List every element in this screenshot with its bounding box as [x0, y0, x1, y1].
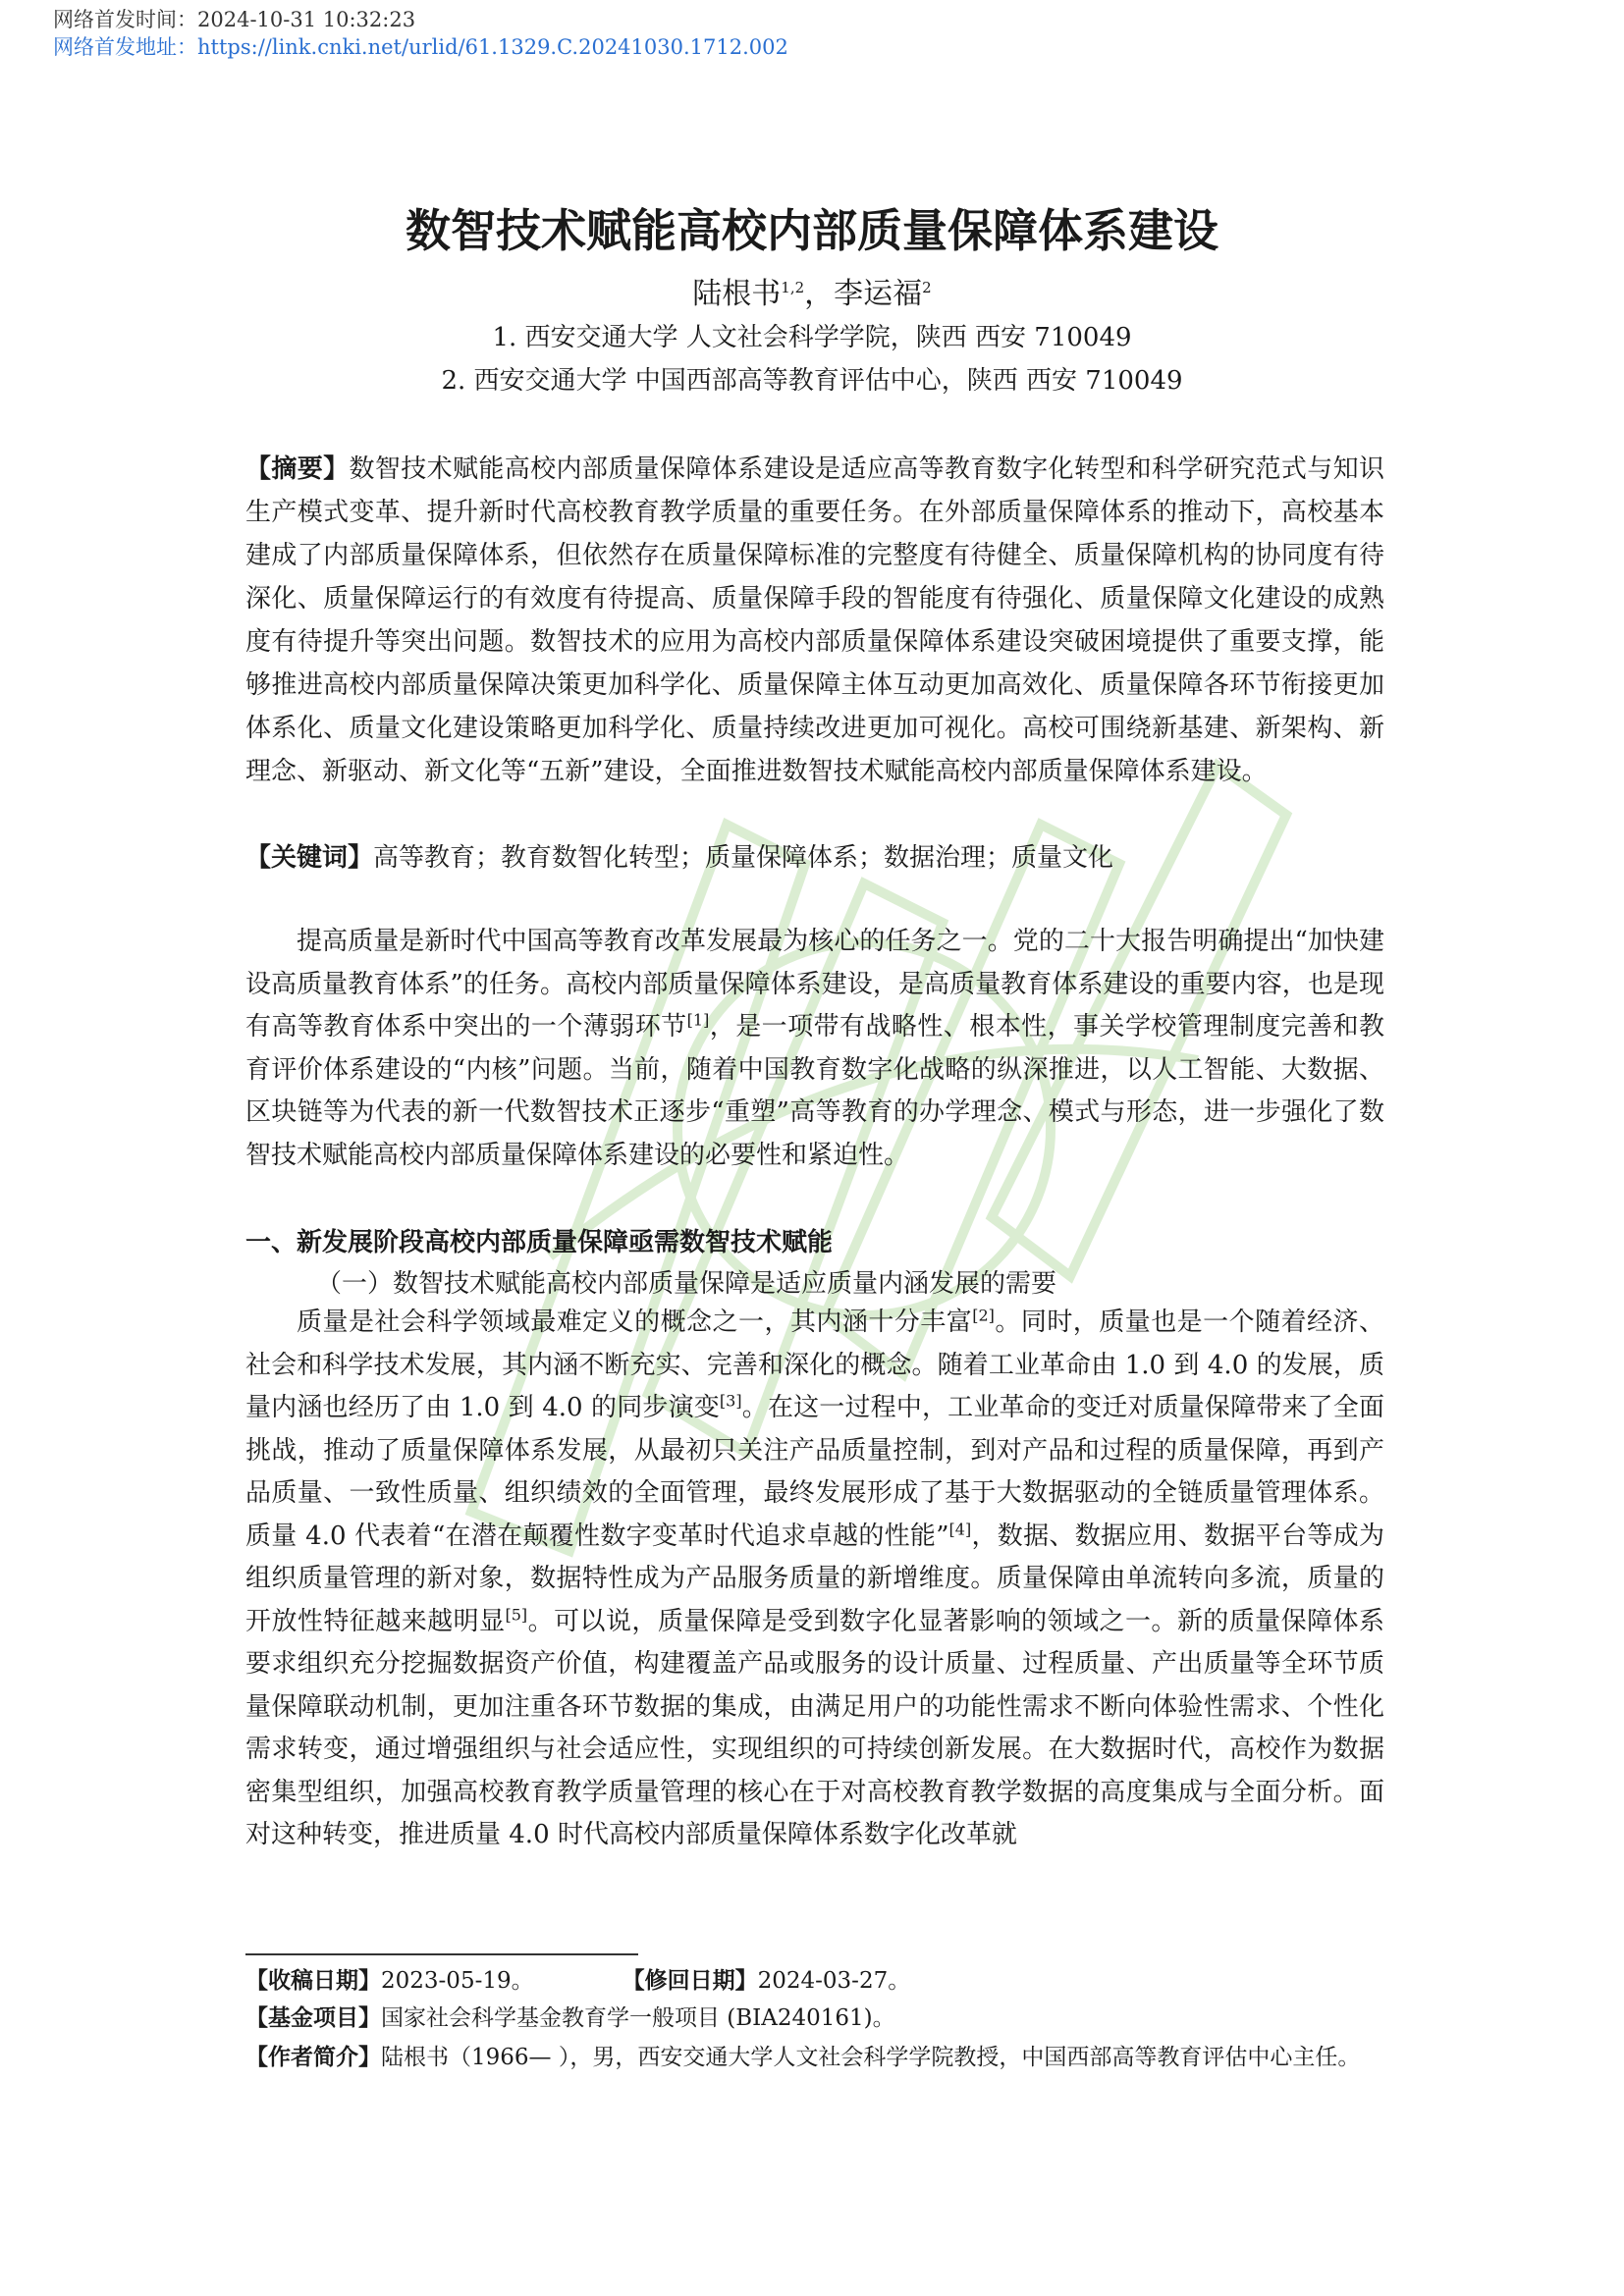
- keywords-text: 高等教育；教育数智化转型；质量保障体系；数据治理；质量文化: [373, 843, 1114, 873]
- citation-ref[interactable]: [4]: [948, 1519, 972, 1538]
- fund-value: 国家社会科学基金教育学一般项目 (BIA240161)。: [381, 2005, 895, 2031]
- citation-ref[interactable]: [2]: [972, 1306, 995, 1325]
- paragraph-text: ，数据、数据应用、数据平台等成为组织质量管理的新对象，数据特性成为产品服务质量的新增维度。质量保障由单流转向多流，质量的开放性特征越来越明显: [245, 1521, 1384, 1636]
- citation-ref[interactable]: [3]: [719, 1391, 742, 1411]
- citation-ref[interactable]: [5]: [505, 1604, 528, 1624]
- footnote-dates: [245, 1963, 1384, 1999]
- footnote-author-bio: [245, 2038, 1384, 2077]
- paragraph-text: ，是一项带有战略性、根本性，事关学校管理制度完善和教育评价体系建设的“内核”问题。当前，随着中国教育数字化战略的纵深推进，以人工智能、大数据、区块链等为代表的新一代数智技术正逐步“重塑”高等教育的办学理念、模式与形态，进一步强化了数智技术赋能高校内部质量保障体系建设的必要性和紧迫性。: [245, 1012, 1384, 1170]
- received-value: 2023-05-19。: [381, 1968, 534, 1994]
- publication-time: 网络首发时间：2024-10-31 10:32:23: [53, 8, 416, 31]
- abstract: [245, 448, 1384, 793]
- publication-url[interactable]: 网络首发地址：https://link.cnki.net/urlid/61.1329.C.20241030.1712.002: [53, 35, 788, 59]
- bio-value: 陆根书（1966— ），男，西安交通大学人文社会科学学院教授，中国西部高等教育评估中心主任。: [381, 2045, 1361, 2070]
- paragraph-text: 。同时，质量也是一个随着经济、社会和科学技术发展，其内涵不断充实、完善和深化的概念。随着工业革命由 1.0 到 4.0 的发展，质量内涵也经历了由 1.0 到 4.0 的同步演变: [245, 1308, 1384, 1422]
- citation-ref[interactable]: [1]: [686, 1010, 710, 1030]
- keywords-label: 【关键词】: [245, 843, 374, 873]
- revised-label: 【修回日期】: [622, 1968, 758, 1994]
- abstract-text: 数智技术赋能高校内部质量保障体系建设是适应高等教育数字化转型和科学研究范式与知识生产模式变革、提升新时代高校教育教学质量的重要任务。在外部质量保障体系的推动下，高校基本建成了内部质量保障体系，但依然存在质量保障标准的完整度有待健全、质量保障机构的协同度有待深化、质量保障运行的有效度有待提高、质量保障手段的智能度有待强化、质量保障文化建设的成熟度有待提升等突出问题。数智技术的应用为高校内部质量保障体系建设突破困境提供了重要支撑，能够推进高校内部质量保障决策更加科学化、质量保障主体互动更加高效化、质量保障各环节衔接更加体系化、质量文化建设策略更加科学化、质量持续改进更加可视化。高校可围绕新基建、新架构、新理念、新驱动、新文化等“五新”建设，全面推进数智技术赋能高校内部质量保障体系建设。: [245, 454, 1384, 786]
- footnote-fund: [245, 2001, 1384, 2036]
- received-label: 【收稿日期】: [245, 1968, 381, 1994]
- bio-label: 【作者简介】: [245, 2045, 381, 2070]
- body-paragraph: [245, 1302, 1384, 1857]
- section-heading: 一、新发展阶段高校内部质量保障亟需数智技术赋能: [245, 1228, 834, 1257]
- fund-label: 【基金项目】: [245, 2005, 381, 2031]
- revised-value: 2024-03-27。: [757, 1968, 911, 1994]
- author-separator: ，: [804, 277, 835, 311]
- abstract-label: 【摘要】: [245, 454, 350, 484]
- author-line: [0, 268, 1624, 314]
- author-name: 陆根书: [692, 277, 782, 311]
- subsection-heading: （一）数智技术赋能高校内部质量保障是适应质量内涵发展的需要: [316, 1269, 1057, 1299]
- keywords: [245, 836, 1384, 880]
- author-name: 李运福: [834, 277, 923, 311]
- paragraph-text: 提高质量是新时代中国高等教育改革发展最为核心的任务之一。党的二十大报告明确提出“加快建设高质量教育体系”的任务。高校内部质量保障体系建设，是高质量教育体系建设的重要内容，也是现有高等教育体系中突出的一个薄弱环节: [245, 927, 1384, 1041]
- affiliation: 1. 西安交通大学 人文社会科学学院，陕西 西安 710049: [492, 323, 1132, 352]
- footnote-divider: [245, 1953, 638, 1955]
- author-affil-mark: 1,2: [781, 279, 805, 296]
- author-affil-mark: 2: [922, 279, 932, 296]
- affiliation: 2. 西安交通大学 中国西部高等教育评估中心，陕西 西安 710049: [441, 366, 1183, 396]
- paragraph-text: 。可以说，质量保障是受到数字化显著影响的领域之一。新的质量保障体系要求组织充分挖掘数据资产价值，构建覆盖产品或服务的设计质量、过程质量、产出质量等全环节质量保障联动机制，更加注重各环节数据的集成，由满足用户的功能性需求不断向体验性需求、个性化需求转变，通过增强组织与社会适应性，实现组织的可持续创新发展。在大数据时代，高校作为数据密集型组织，加强高校教育教学质量管理的核心在于对高校教育教学数据的高度集成与全面分析。面对这种转变，推进质量 4.0 时代高校内部质量保障体系数字化改革就: [245, 1606, 1384, 1849]
- paper-title: 数智技术赋能高校内部质量保障体系建设: [406, 204, 1218, 257]
- paragraph-text: 质量是社会科学领域最难定义的概念之一，其内涵十分丰富: [297, 1308, 973, 1337]
- body-paragraph: [245, 921, 1384, 1177]
- paragraph-text: 。在这一过程中，工业革命的变迁对质量保障带来了全面挑战，推动了质量保障体系发展，从最初只关注产品质量控制，到对产品和过程的质量保障，再到产品质量、一致性质量、组织绩效的全面管理，最终发展形成了基于大数据驱动的全链质量管理体系。质量 4.0 代表着“在潜在颠覆性数字变革时代追求卓越的性能”: [245, 1393, 1384, 1551]
